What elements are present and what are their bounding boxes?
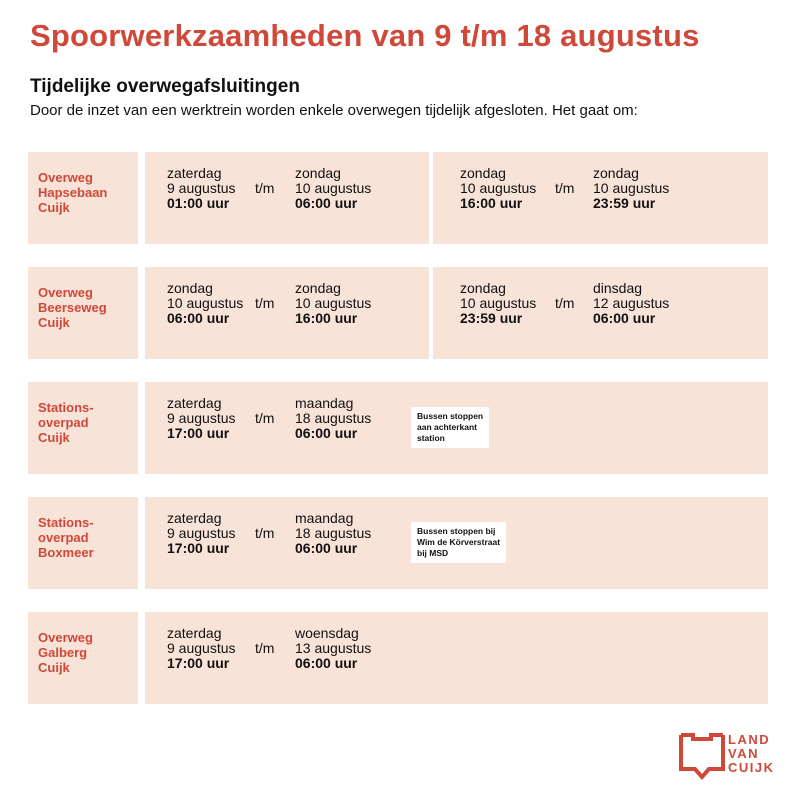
period-end: zondag 10 augustus 23:59 uur (593, 165, 670, 211)
period-end: maandag 18 augustus 06:00 uur (295, 395, 372, 441)
intro-text: Door de inzet van een werktrein worden enkele overwegen tijdelijk afgesloten. Het gaat om: (30, 102, 638, 119)
location-cell (28, 382, 138, 474)
closure-row-galberg (28, 612, 768, 704)
closure-row-stationsoverpad-boxmeer (28, 497, 768, 589)
land-van-cuijk-logo-icon (678, 731, 726, 783)
location-cell (28, 152, 138, 244)
until-label: t/m (555, 180, 575, 196)
until-label: t/m (555, 295, 575, 311)
location-name: Overweg Galberg Cuijk (38, 630, 93, 675)
period-end: zondag 10 augustus 06:00 uur (295, 165, 372, 211)
bus-stop-note: Bussen stoppen bij Wim de Körverstraat bij MSD (411, 522, 506, 563)
land-van-cuijk-logo (678, 731, 773, 783)
period-cell (433, 267, 768, 359)
until-label: t/m (255, 295, 275, 311)
page-title: Spoorwerkzaamheden van 9 t/m 18 augustus (30, 18, 700, 53)
location-cell (28, 497, 138, 589)
closure-row-hapsebaan (28, 152, 768, 244)
until-label: t/m (255, 640, 275, 656)
period-start: zondag 10 augustus 23:59 uur (460, 280, 537, 326)
closure-row-beerseweg (28, 267, 768, 359)
period-end: woensdag 13 augustus 06:00 uur (295, 625, 372, 671)
period-end: dinsdag 12 augustus 06:00 uur (593, 280, 670, 326)
location-name: Overweg Beerseweg Cuijk (38, 285, 107, 330)
period-start: zaterdag 9 augustus 17:00 uur (167, 395, 236, 441)
period-start: zondag 10 augustus 06:00 uur (167, 280, 244, 326)
until-label: t/m (255, 180, 275, 196)
period-start: zaterdag 9 augustus 17:00 uur (167, 625, 236, 671)
bus-stop-note: Bussen stoppen aan achterkant station (411, 407, 489, 448)
until-label: t/m (255, 410, 275, 426)
period-cell (145, 267, 429, 359)
location-name: Stations- overpad Boxmeer (38, 515, 94, 560)
logo-wordmark: LAND VAN CUIJK (728, 732, 775, 775)
until-label: t/m (255, 525, 275, 541)
period-cell (433, 152, 768, 244)
period-start: zondag 10 augustus 16:00 uur (460, 165, 537, 211)
location-name: Stations- overpad Cuijk (38, 400, 94, 445)
period-cell (145, 612, 768, 704)
closure-row-stationsoverpad-cuijk (28, 382, 768, 474)
period-cell (145, 152, 429, 244)
location-cell (28, 267, 138, 359)
period-start: zaterdag 9 augustus 17:00 uur (167, 510, 236, 556)
period-start: zaterdag 9 augustus 01:00 uur (167, 165, 236, 211)
location-name: Overweg Hapsebaan Cuijk (38, 170, 108, 215)
period-end: maandag 18 augustus 06:00 uur (295, 510, 372, 556)
section-heading: Tijdelijke overwegafsluitingen (30, 76, 300, 97)
period-end: zondag 10 augustus 16:00 uur (295, 280, 372, 326)
location-cell (28, 612, 138, 704)
